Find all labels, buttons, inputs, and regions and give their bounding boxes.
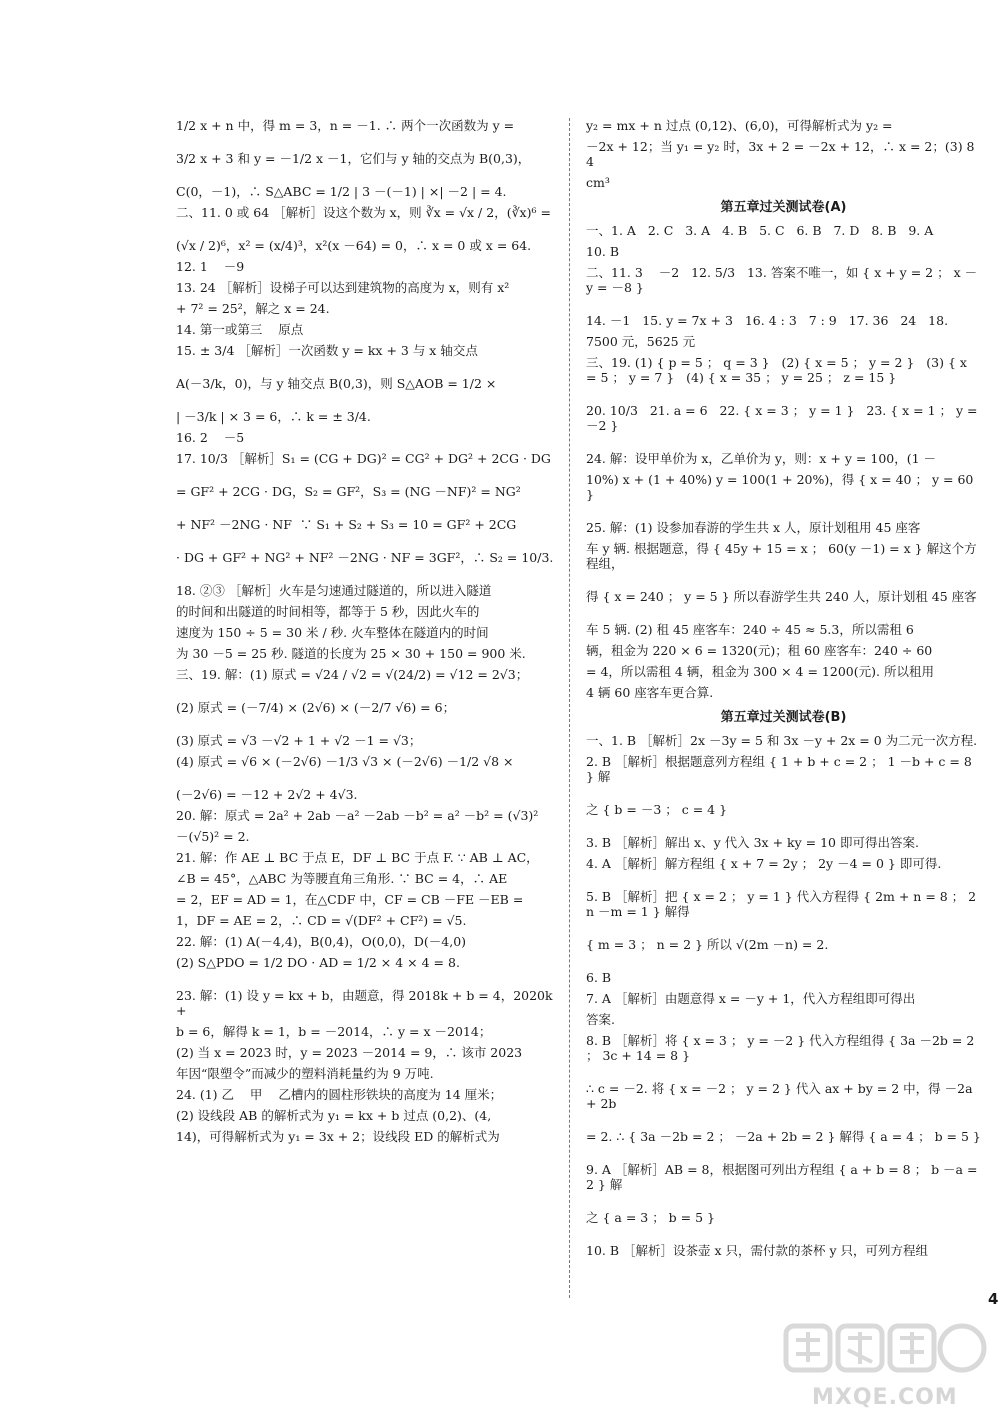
text-line: 14. －1 15. y = 7x + 3 16. 4 : 3 7 : 9 17. 36 24 18.: [586, 313, 949, 328]
text-line: 一、1. A 2. C 3. A 4. B 5. C 6. B 7. D 8. B 9. A: [586, 223, 934, 238]
text-line: 二、11. 0 或 64 ［解析］设这个数为 x，则 ∛x = √x / 2，(∛x)⁶ =: [176, 205, 551, 220]
text-line: 一、1. B ［解析］2x －3y = 5 和 3x －y + 2x = 0 为二元一次方程.: [586, 733, 978, 748]
text-line: 的时间和出隧道的时间相等，都等于 5 秒，因此火车的: [176, 604, 480, 619]
text-line: y₂ = mx + n 过点 (0,12)、(6,0)，可得解析式为 y₂ =: [586, 118, 893, 133]
text-line: 二、11. 3 －2 12. 5/3 13. 答案不唯一，如 { x + y = 2 ； x －y = －8 }: [586, 265, 978, 295]
text-line: 16. 2 －5: [176, 430, 245, 445]
text-line: 24. 解：设甲单价为 x，乙单价为 y，则：x + y = 100，(1 －: [586, 451, 937, 466]
text-line: · DG + GF² + NG² + NF² －2NG · NF = 3GF²，∴ S₂ = 10/3.: [176, 550, 554, 565]
text-line: 为 30 －5 = 25 秒. 隧道的长度为 25 × 30 + 150 = 900 米.: [176, 646, 526, 661]
text-line: C(0，－1)，∴ S△ABC = 1/2 | 3 －(－1) | ×| －2 | = 4.: [176, 184, 507, 199]
text-line: 14. 第一或第三 原点: [176, 322, 304, 337]
text-line: 21. 解：作 AE ⊥ BC 于点 E，DF ⊥ BC 于点 F. ∵ AB ⊥ AC，: [176, 850, 539, 865]
page-number: 4: [988, 1290, 999, 1308]
text-line: ∠B = 45°，△ABC 为等腰直角三角形. ∵ BC = 4，∴ AE: [176, 871, 508, 886]
text-line: 得 { x = 240 ； y = 5 } 所以春游学生共 240 人，原计划租 45 座客: [586, 589, 977, 604]
right-column: [586, 118, 981, 1264]
text-line: | －3/k | × 3 = 6，∴ k = ± 3/4.: [176, 409, 371, 424]
text-line: 20. 解：原式 = 2a² + 2ab －a² －2ab －b² = a² －b² = (√3)²: [176, 808, 539, 823]
text-line: 13. 24 ［解析］设梯子可以达到建筑物的高度为 x，则有 x²: [176, 280, 510, 295]
text-line: 9. A ［解析］AB = 8，根据图可列出方程组 { a + b = 8 ； b －a = 2 } 解: [586, 1162, 982, 1192]
text-line: 7500 元，5625 元: [586, 334, 696, 349]
text-line: 3. B ［解析］解出 x、y 代入 3x + ky = 10 即可得出答案.: [586, 835, 919, 850]
text-line: + 7² = 25²，解之 x = 24.: [176, 301, 330, 316]
text-line: 年因“限塑令”而减少的塑料消耗量约为 9 万吨.: [176, 1066, 434, 1081]
text-line: = 2. ∴ { 3a －2b = 2 ； －2a + 2b = 2 } 解得 { a = 4 ； b = 5 }: [586, 1129, 981, 1144]
text-line: 之 { a = 3 ； b = 5 }: [586, 1210, 715, 1225]
text-line: cm³: [586, 175, 610, 190]
watermark-text: MXQE.COM: [812, 1385, 958, 1410]
text-line: 10%) x + (1 + 40%) y = 100(1 + 20%)，得 { x = 40 ； y = 60 }: [586, 472, 978, 502]
text-line: = GF² + 2CG · DG，S₂ = GF²，S₃ = (NG －NF)² = NG²: [176, 484, 521, 499]
text-line: 5. B ［解析］把 { x = 2 ； y = 1 } 代入方程得 { 2m + n = 8 ； 2n －m = 1 } 解得: [586, 889, 977, 919]
text-line: 7. A ［解析］由题意得 x = －y + 1，代入方程组即可得出: [586, 991, 916, 1006]
text-line: 速度为 150 ÷ 5 = 30 米 / 秒. 火车整体在隧道内的时间: [176, 625, 489, 640]
text-line: (－2√6) = －12 + 2√2 + 4√3.: [176, 787, 358, 802]
text-line: (2) 设线段 AB 的解析式为 y₁ = kx + b 过点 (0,2)、(4,: [176, 1108, 492, 1123]
text-line: 1，DF = AE = 2，∴ CD = √(DF² + CF²) = √5.: [176, 913, 467, 928]
text-line: (2) 原式 = (－7/4) × (2√6) × (－2/7 √6) = 6；: [176, 700, 456, 715]
text-line: －2x + 12；当 y₁ = y₂ 时，3x + 2 = －2x + 12，∴ x = 2；(3) 84: [586, 139, 975, 169]
text-line: = 2，EF = AD = 1，在△CDF 中，CF = CB －FE －EB =: [176, 892, 524, 907]
text-line: 车 y 辆. 根据题意，得 { 45y + 15 = x ； 60(y －1) = x } 解这个方程组，: [586, 541, 977, 571]
text-line: 答案.: [586, 1012, 615, 1027]
text-line: 8. B ［解析］将 { x = 3 ； y = －2 } 代入方程组得 { 3a －2b = 2 ； 3c + 14 = 8 }: [586, 1033, 979, 1063]
text-line: (3) 原式 = √3 －√2 + 1 + √2 －1 = √3；: [176, 733, 422, 748]
text-line: 3/2 x + 3 和 y = －1/2 x －1，它们与 y 轴的交点为 B(0,3)，: [176, 151, 531, 166]
text-line: 车 5 辆. (2) 租 45 座客车：240 ÷ 45 ≈ 5.3，所以需租 6: [586, 622, 914, 637]
text-line: (2) S△PDO = 1/2 DO · AD = 1/2 × 4 × 4 = 8.: [176, 955, 460, 970]
text-line: 10. B ［解析］设茶壶 x 只，需付款的茶杯 y 只，可列方程组: [586, 1243, 929, 1258]
text-line: 24. (1) 乙 甲 乙槽内的圆柱形铁块的高度为 14 厘米；: [176, 1087, 503, 1102]
section-a-answers: [586, 223, 981, 700]
text-line: b = 6，解得 k = 1，b = －2014，∴ y = x －2014；: [176, 1024, 492, 1039]
text-line: 17. 10/3 ［解析］S₁ = (CG + DG)² = CG² + DG² + 2CG · DG: [176, 451, 551, 466]
text-line: 12. 1 －9: [176, 259, 245, 274]
text-line: 1/2 x + n 中，得 m = 3，n = －1. ∴ 两个一次函数为 y =: [176, 118, 515, 133]
section-b-answers: [586, 733, 981, 1258]
text-line: 三、19. 解：(1) 原式 = √24 / √2 = √(24/2) = √12 = 2√3；: [176, 667, 529, 682]
text-line: 14)，可得解析式为 y₁ = 3x + 2；设线段 ED 的解析式为: [176, 1129, 500, 1144]
text-line: 25. 解：(1) 设参加春游的学生共 x 人，原计划租用 45 座客: [586, 520, 921, 535]
right-intro: [586, 118, 981, 190]
text-line: 23. 解：(1) 设 y = kx + b，由题意，得 2018k + b = 4，2020k +: [176, 988, 557, 1018]
left-column: [176, 118, 556, 1150]
text-line: 之 { b = －3 ； c = 4 }: [586, 802, 728, 817]
column-divider: [569, 118, 570, 1298]
text-line: (2) 当 x = 2023 时，y = 2023 －2014 = 9，∴ 该市 2023: [176, 1045, 523, 1060]
text-line: 6. B: [586, 970, 612, 985]
text-line: 辆，租金为 220 × 6 = 1320(元)；租 60 座客车：240 ÷ 60: [586, 643, 933, 658]
text-line: 20. 10/3 21. a = 6 22. { x = 3 ； y = 1 } 23. { x = 1 ； y = －2 }: [586, 403, 982, 433]
text-line: (√x / 2)⁶，x² = (x/4)³，x²(x －64) = 0，∴ x = 0 或 x = 64.: [176, 238, 532, 253]
text-line: 三、19. (1) { p = 5 ； q = 3 } (2) { x = 5 ； y = 2 } (3) { x = 5 ； y = 7 } (4) { x = 35 ； y = 25 ； z = 15 }: [586, 355, 971, 385]
text-line: 4 辆 60 座客车更合算.: [586, 685, 714, 700]
text-line: 10. B: [586, 244, 620, 259]
section-a-title: 第五章过关测试卷(A): [720, 200, 847, 215]
text-line: 18. ②③ ［解析］火车是匀速通过隧道的，所以进入隧道: [176, 583, 492, 598]
text-line: + NF² －2NG · NF ∵ S₁ + S₂ + S₃ = 10 = GF² + 2CG: [176, 517, 517, 532]
text-line: ∴ c = －2. 将 { x = －2 ； y = 2 } 代入 ax + by = 2 中，得 －2a + 2b: [586, 1081, 977, 1111]
text-line: = 4，所以需租 4 辆，租金为 300 × 4 = 1200(元). 所以租用: [586, 664, 934, 679]
text-line: { m = 3 ； n = 2 } 所以 √(2m －n) = 2.: [586, 937, 829, 952]
text-line: A(－3/k，0)，与 y 轴交点 B(0,3)，则 S△AOB = 1/2 ×: [176, 376, 497, 391]
text-line: 4. A ［解析］解方程组 { x + 7 = 2y ； 2y －4 = 0 } 即可得.: [586, 856, 942, 871]
text-line: 22. 解：(1) A(－4,4)，B(0,4)，O(0,0)，D(－4,0): [176, 934, 467, 949]
text-line: 15. ± 3/4 ［解析］一次函数 y = kx + 3 与 x 轴交点: [176, 343, 478, 358]
text-line: －(√5)² = 2.: [176, 829, 250, 844]
section-b-title: 第五章过关测试卷(B): [720, 710, 847, 725]
text-line: 2. B ［解析］根据题意列方程组 { 1 + b + c = 2 ； 1 －b + c = 8 } 解: [586, 754, 976, 784]
text-line: (4) 原式 = √6 × (－2√6) －1/3 √3 × (－2√6) －1/2 √8 ×: [176, 754, 514, 769]
